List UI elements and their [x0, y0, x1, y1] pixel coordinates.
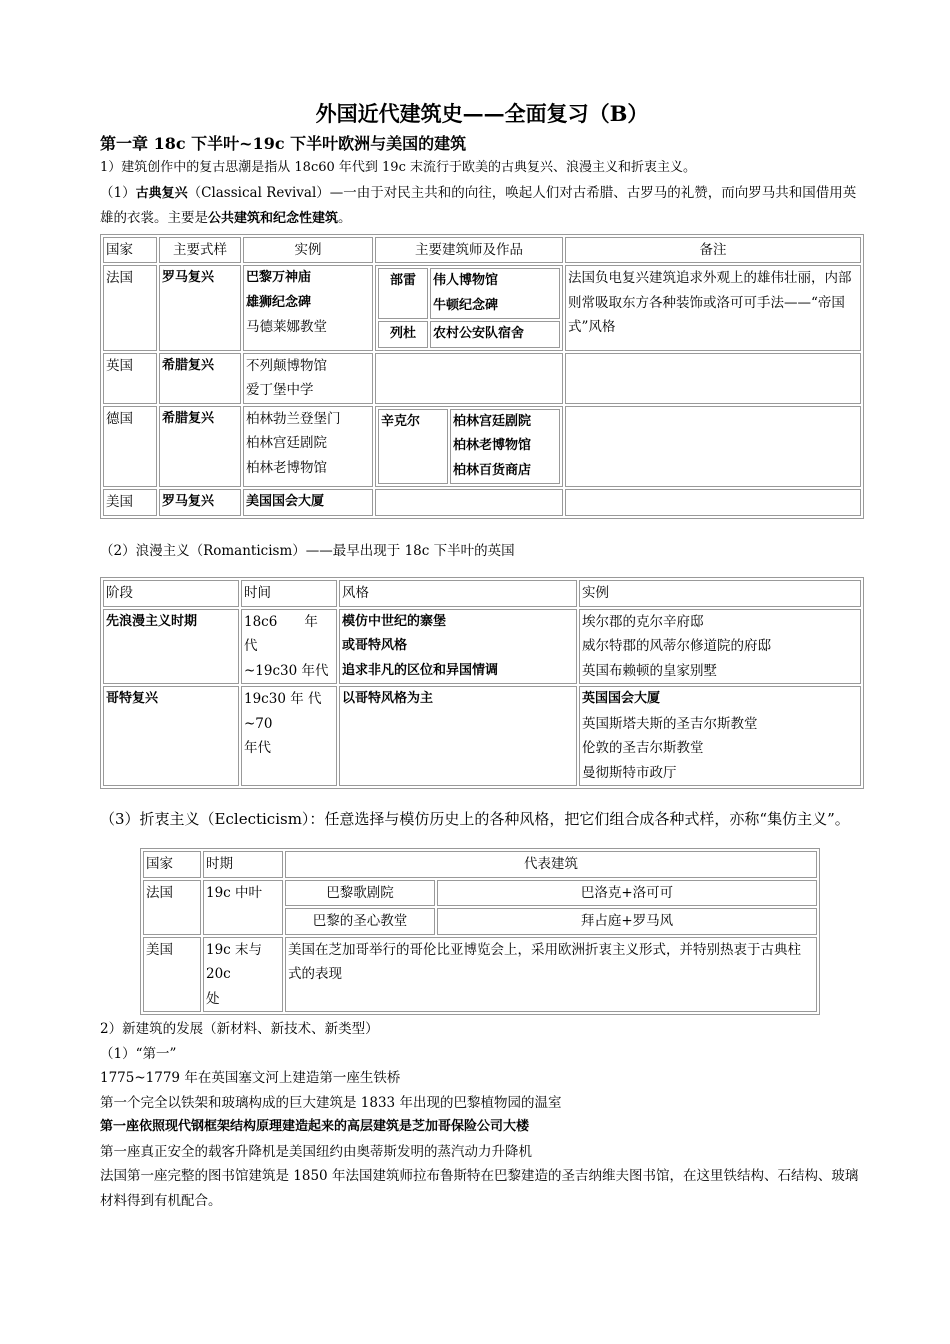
eclecticism-table [140, 848, 820, 1015]
table-cell-architects [375, 406, 563, 488]
table-header: 代表建筑 [285, 851, 817, 878]
table-cell-stage: 先浪漫主义时期 [103, 609, 239, 685]
table-cell-desc: 美国在芝加哥举行的哥伦比亚博览会上，采用欧洲折衷主义形式，并特别热衷于古典柱式的表现 [285, 937, 817, 1013]
example-item: 威尔特郡的风蒂尔修道院的府邸 [582, 638, 771, 654]
intro-paragraph: 1）建筑创作中的复古思潮是指从 18c60 年代到 19c 末流行于欧美的古典复兴、浪漫主义和折衷主义。 [100, 160, 696, 175]
style-line: 追求非凡的区位和异国情调 [342, 662, 499, 678]
table-cell-style: 希腊复兴 [159, 406, 241, 488]
table-cell-style: 罗马复兴 [159, 265, 241, 351]
table-cell-period: 19c 中叶 [203, 880, 283, 935]
classical-prefix: （1） [100, 184, 136, 201]
architect-name: 辛克尔 [378, 409, 448, 485]
table-cell-time [241, 609, 345, 685]
table-cell-period [203, 937, 283, 1013]
work-item: 柏林宫廷剧院 [453, 413, 532, 429]
work-item: 牛顿纪念碑 [433, 297, 499, 313]
example-item: 雄狮纪念碑 [246, 294, 312, 310]
example-item: 巴黎万神庙 [246, 270, 312, 285]
architect-works: 农村公安队宿舍 [430, 321, 560, 348]
example-item: 柏林老博物馆 [246, 459, 327, 476]
table-cell-style [339, 609, 577, 685]
example-item: 柏林宫廷剧院 [246, 435, 327, 451]
classical-name: 古典复兴 [135, 185, 188, 201]
table-cell-note [565, 489, 861, 516]
table-cell-examples [243, 265, 373, 351]
romanticism-heading: （2）浪漫主义（Romanticism）——最早出现于 18c 下半叶的英国 [100, 542, 515, 559]
table-header: 时间 [241, 580, 337, 607]
table-header: 风格 [339, 580, 577, 607]
time-line: 19c30 年 代 ~70 [244, 691, 322, 732]
architect-works [430, 268, 560, 319]
firsts-item: 1775~1779 年在英国塞文河上建造第一座生铁桥 [100, 1070, 401, 1086]
example-item: 英国国会大厦 [582, 691, 661, 706]
period-line: 处 [206, 990, 220, 1007]
page-title: 外国近代建筑史——全面复习（B） [315, 101, 649, 126]
table-cell-architects [375, 489, 563, 516]
table-cell-examples [579, 609, 861, 685]
work-item: 柏林百货商店 [453, 462, 532, 478]
firsts-item: 第一座真正安全的载客升降机是美国纽约由奥蒂斯发明的蒸汽动力升降机 [100, 1143, 532, 1160]
example-item: 曼彻斯特市政厅 [582, 764, 677, 781]
architects-subtable [376, 266, 562, 350]
example-item: 柏林勃兰登堡门 [246, 410, 341, 427]
table-cell-architects [375, 353, 563, 404]
table-header: 备注 [565, 237, 861, 264]
classical-text: （Classical Revival）—一由于对民主共和的向往，唤起人们对古希腊、古罗马的礼赞，而向罗马共和国借用英雄的衣裳。主要是 [100, 184, 857, 226]
table-header: 国家 [143, 851, 201, 878]
table-header: 主要建筑师及作品 [375, 237, 563, 264]
table-cell-country: 美国 [143, 937, 201, 1013]
table-cell-country: 德国 [103, 406, 157, 488]
table-cell-examples [243, 406, 373, 488]
table-cell-style: 希腊复兴 [159, 353, 241, 404]
table-header: 实例 [243, 237, 373, 264]
table-header: 阶段 [103, 580, 239, 607]
table-cell-building: 巴黎的圣心教堂 [285, 908, 435, 935]
architect-name: 列杜 [378, 321, 428, 348]
document-page [100, 100, 864, 1213]
table-cell-architects [375, 265, 563, 351]
time-line: 年代 [244, 740, 271, 756]
example-item: 英国布赖顿的皇家别墅 [582, 662, 717, 679]
table-cell-style: 巴洛克+洛可可 [437, 880, 817, 907]
firsts-heading: （1）“第一” [100, 1045, 177, 1062]
firsts-item: 第一个完全以铁架和玻璃构成的巨大建筑是 1833 年出现的巴黎植物园的温室 [100, 1094, 562, 1111]
firsts-item-bold: 第一座依照现代钢框架结构原理建造起来的高层建筑是芝加哥保险公司大楼 [100, 1119, 530, 1134]
example-item: 伦敦的圣吉尔斯教堂 [582, 740, 704, 756]
table-header: 时期 [203, 851, 283, 878]
table-cell-stage: 哥特复兴 [103, 686, 239, 786]
table-cell-examples [579, 686, 861, 786]
table-header: 主要式样 [159, 237, 241, 264]
classical-bold: 公共建筑和纪念性建筑 [208, 211, 339, 226]
style-line: 模仿中世纪的寨堡 [342, 613, 447, 629]
table-cell-note [565, 353, 861, 404]
time-line: 18c6 年 代 [244, 613, 345, 654]
table-cell-country: 美国 [103, 489, 157, 516]
romanticism-table [100, 577, 864, 789]
architects-subtable [376, 407, 562, 487]
classical-table [100, 234, 864, 519]
table-cell-examples: 美国国会大厦 [243, 489, 373, 516]
table-header: 国家 [103, 237, 157, 264]
new-building-heading: 2）新建筑的发展（新材料、新技术、新类型） [100, 1021, 379, 1037]
table-cell-building: 巴黎歌剧院 [285, 880, 435, 907]
classical-end: 。 [338, 210, 352, 226]
table-cell-country: 法国 [103, 265, 157, 351]
table-cell-country: 法国 [143, 880, 201, 935]
table-header: 实例 [579, 580, 861, 607]
eclecticism-paragraph: （3）折衷主义（Eclecticism）：任意选择与模仿历史上的各种风格，把它们组合成各种式样，亦称“集仿主义”。 [100, 810, 850, 828]
table-cell-country: 英国 [103, 353, 157, 404]
table-cell-note [565, 406, 861, 488]
classical-paragraph [100, 181, 864, 232]
architect-name: 部雷 [378, 268, 428, 319]
table-cell-time [241, 686, 337, 786]
example-item: 埃尔郡的克尔辛府邸 [582, 613, 704, 630]
table-cell-style: 以哥特风格为主 [339, 686, 577, 786]
table-cell-examples [243, 353, 373, 404]
example-item: 马德莱娜教堂 [246, 319, 327, 335]
firsts-item: 法国第一座完整的图书馆建筑是 1850 年法国建筑师拉布鲁斯特在巴黎建造的圣吉纳维夫图书馆，在这里铁结构、石结构、玻璃材料得到有机配合。 [100, 1168, 859, 1209]
example-item: 爱丁堡中学 [246, 382, 314, 398]
table-cell-style: 拜占庭+罗马风 [437, 908, 817, 935]
architect-works [450, 409, 560, 485]
work-item: 伟人博物馆 [433, 273, 499, 288]
chapter-heading: 第一章 18c 下半叶~19c 下半叶欧洲与美国的建筑 [100, 134, 467, 153]
example-item: 英国斯塔夫斯的圣吉尔斯教堂 [582, 715, 758, 732]
work-item: 柏林老博物馆 [453, 438, 532, 453]
period-line: 19c 末与 20c [206, 941, 263, 982]
table-cell-style: 罗马复兴 [159, 489, 241, 516]
table-cell-note: 法国负电复兴建筑追求外观上的雄伟壮丽，内部则常吸取东方各种装饰或洛可可手法——“帝国式”风格 [565, 265, 861, 351]
style-line: 或哥特风格 [342, 638, 408, 653]
example-item: 不列颠博物馆 [246, 357, 327, 374]
time-line: ~19c30 年代 [244, 662, 329, 679]
